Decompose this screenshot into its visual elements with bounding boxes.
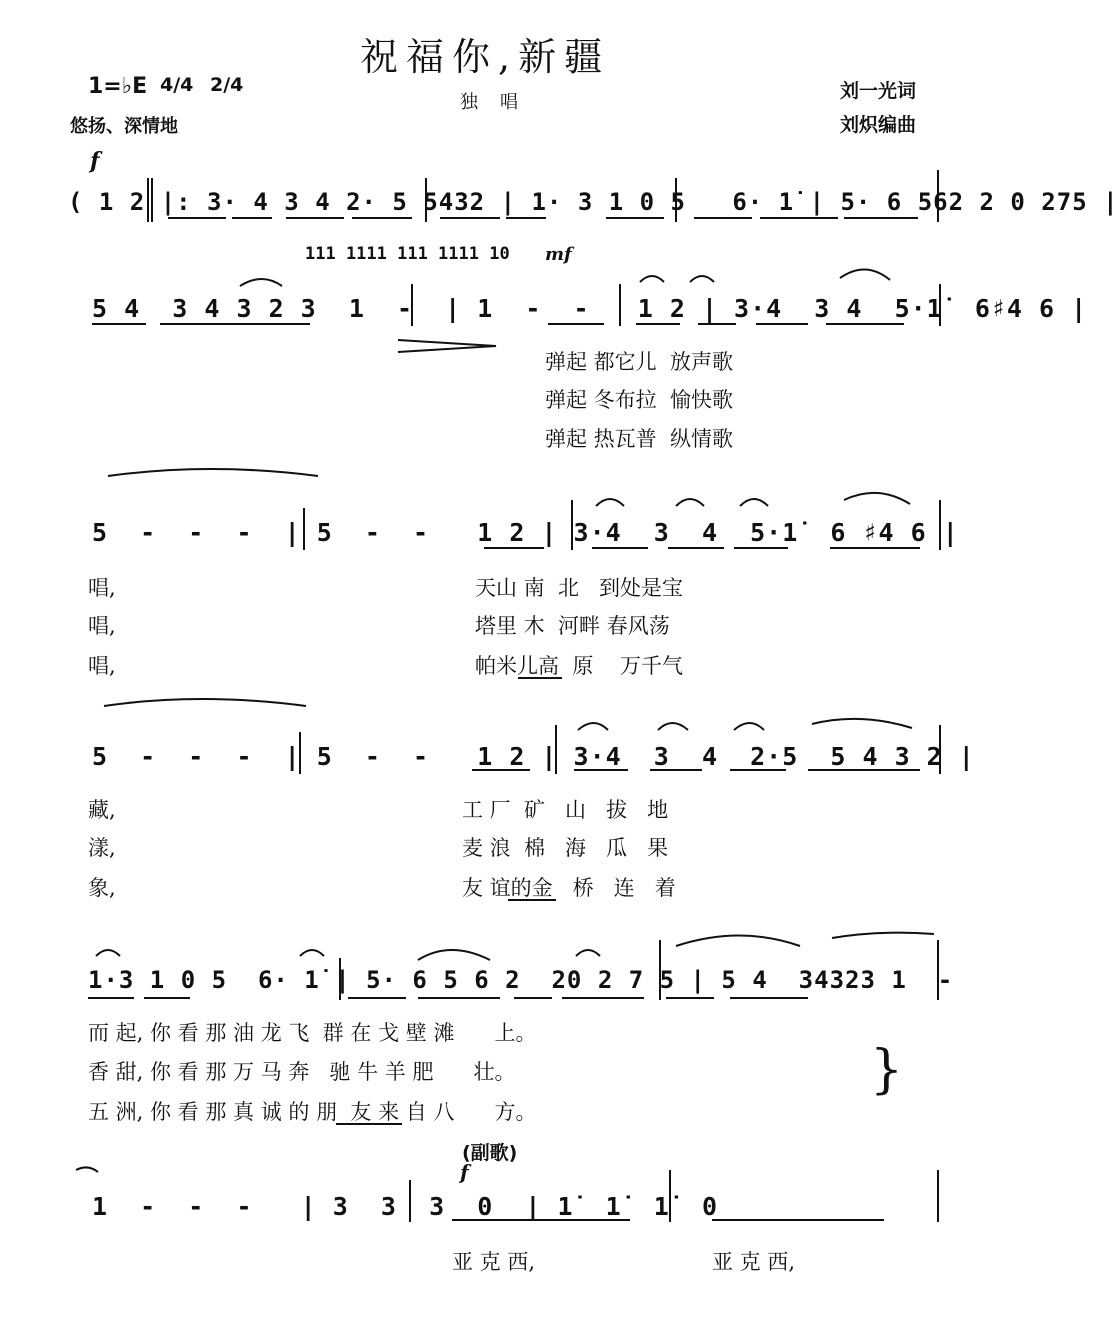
- dynamic-mezzo-forte: mf: [545, 244, 572, 265]
- system-4-notes: 5 - - - | 5 - - 1 2 | 3·4 3 4 2·5 5 4 3 2 |: [92, 742, 975, 771]
- system-4-left-1: 藏,: [88, 798, 116, 822]
- system-5-notes: 1·3 1 0 5 6· 1̇ | 5· 6 5 6 2 20 2 7 5 | 5 4 34323 1 -: [88, 966, 954, 994]
- system-3-lyric-2: 塔里 木 河畔 春风荡: [475, 614, 670, 638]
- chorus-lyric-2: 亚 克 西,: [712, 1250, 796, 1274]
- system-4-left-2: 漾,: [88, 836, 116, 860]
- chorus-lyric-1: 亚 克 西,: [452, 1250, 536, 1274]
- expression-mark: 悠扬、深情地: [70, 116, 178, 137]
- system-3-left-1: 唱,: [88, 576, 116, 600]
- performance-type: 独唱: [460, 92, 540, 113]
- time-signature-a: 4/4: [160, 74, 194, 96]
- chorus-label: (副歌): [462, 1142, 518, 1164]
- dynamic-forte: f: [90, 148, 100, 174]
- system-2-lyric-1: 弹起 都它儿 放声歌: [545, 350, 734, 374]
- system-2-lyric-3: 弹起 热瓦普 纵情歌: [545, 427, 734, 451]
- system-3-lyric-3: 帕米儿高 原 万千气: [475, 654, 684, 678]
- system-2-lyric-2: 弹起 冬布拉 愉快歌: [545, 388, 734, 412]
- composer-credit: 刘炽编曲: [840, 114, 917, 136]
- lyricist-credit: 刘一光词: [840, 80, 917, 102]
- system-5-lyric-2: 香 甜, 你 看 那 万 马 奔 驰 牛 羊 肥 壮。: [88, 1060, 516, 1084]
- verse-brace: }: [870, 1040, 904, 1100]
- system-3-left-3: 唱,: [88, 654, 116, 678]
- system-3-left-2: 唱,: [88, 614, 116, 638]
- system-5-lyric-3: 五 洲, 你 看 那 真 诚 的 朋 友 来 自 八 方。: [88, 1100, 537, 1124]
- system-3-lyric-1: 天山 南 北 到处是宝: [475, 576, 684, 600]
- system-5-lyric-1: 而 起, 你 看 那 油 龙 飞 群 在 戈 壁 滩 上。: [88, 1021, 537, 1045]
- song-title: 祝福你,新疆: [360, 35, 611, 79]
- system-1-tremolo: 111 1111 111 1111 10: [305, 244, 510, 264]
- time-signature-b: 2/4: [210, 74, 244, 96]
- system-4-lyric-2: 麦 浪 棉 海 瓜 果: [462, 836, 669, 860]
- system-4-left-3: 象,: [88, 876, 116, 900]
- system-1-notes: ( 1 2 |: 3· 4 3 4 2· 5 5432 | 1· 3 1 0 5 6· 1̇ | 5· 6 562 2 0 275 |: [68, 188, 1119, 216]
- system-3-notes: 5 - - - | 5 - - 1 2 | 3·4 3 4 5·1̇ 6 ♯4 6 |: [92, 518, 959, 547]
- chorus-dynamic: f: [460, 1160, 469, 1184]
- system-4-lyric-3: 友 谊的金 桥 连 着: [462, 876, 676, 900]
- key-signature: 1=♭E: [88, 74, 148, 99]
- system-6-notes: 1 - - - | 3 3 3 0 | 1̇ 1̇ 1̇ 0: [92, 1192, 718, 1221]
- system-2-notes: 5 4 3 4 3 2 3 1 - | 1 - - 1 2 | 3·4 3 4 5·1̇ 6♯4 6 |: [92, 294, 1088, 323]
- system-4-lyric-1: 工 厂 矿 山 拔 地: [462, 798, 669, 822]
